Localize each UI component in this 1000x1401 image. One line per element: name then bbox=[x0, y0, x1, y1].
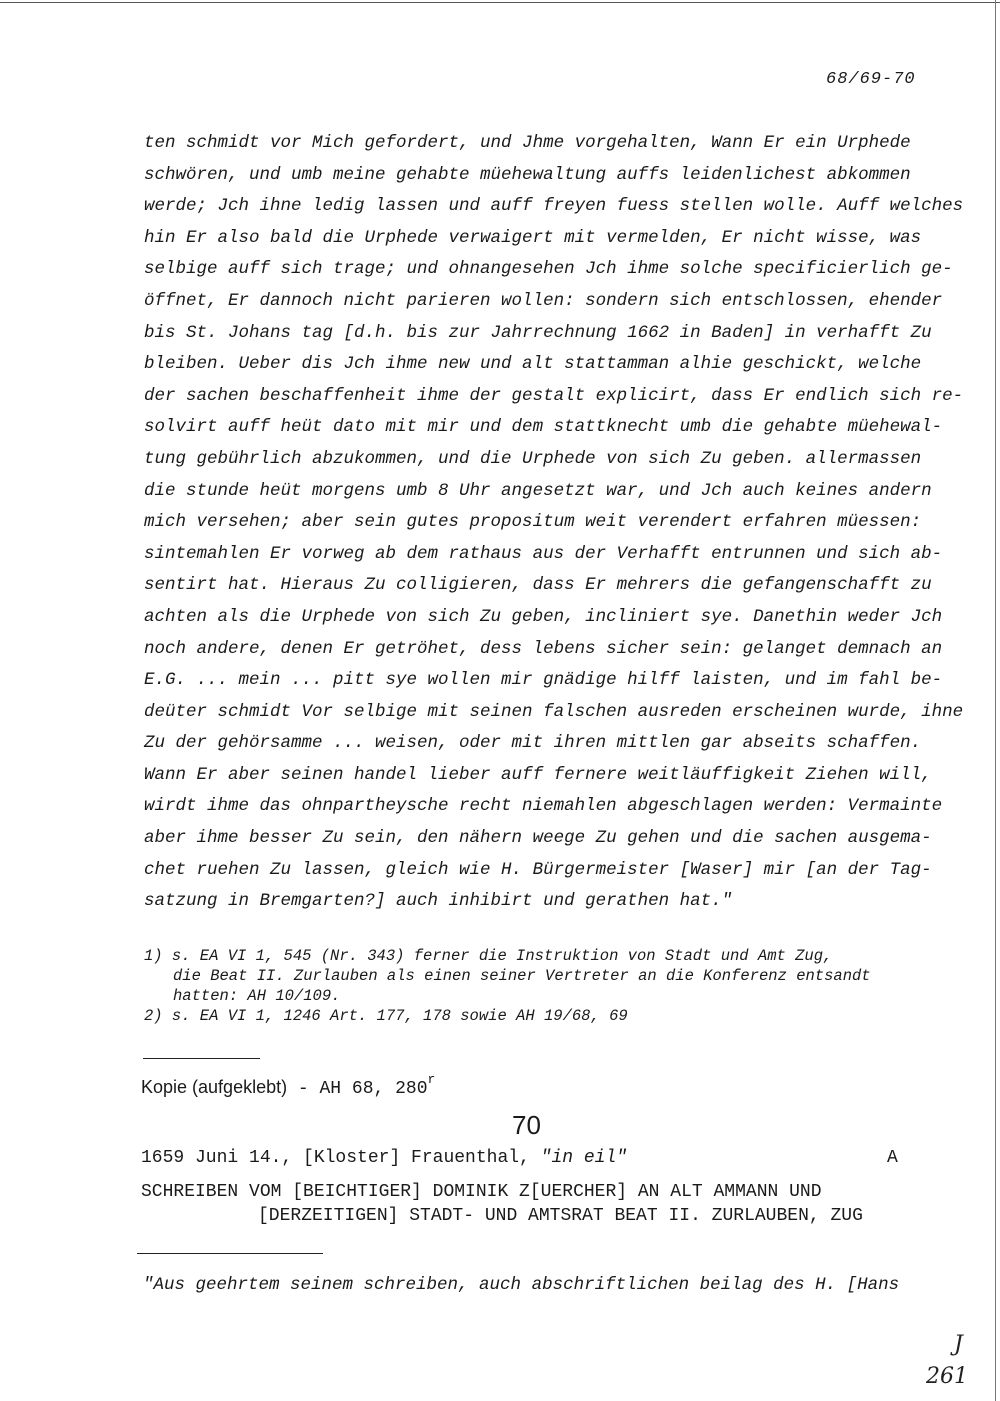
body-line: chet ruehen Zu lassen, gleich wie H. Bürgermeister [Waser] mir [an der Tag- bbox=[144, 859, 932, 880]
footnote-1-line-2: die Beat II. Zurlauben als einen seiner Vertreter an die Konferenz entsandt bbox=[173, 967, 871, 985]
footnote-1-line-1: 1) s. EA VI 1, 545 (Nr. 343) ferner die Instruktion von Stadt und Amt Zug, bbox=[144, 947, 833, 965]
source-label: Kopie (aufgeklebt) bbox=[141, 1077, 288, 1097]
body-line: deüter schmidt Vor selbige mit seinen falschen ausreden erscheinen wurde, ihne bbox=[144, 701, 964, 722]
footnotes bbox=[144, 946, 944, 1026]
body-line: bis St. Johans tag [d.h. bis zur Jahrrechnung 1662 in Baden] in verhafft Zu bbox=[144, 322, 932, 343]
body-line: öffnet, Er dannoch nicht parieren wollen: sondern sich entschlossen, ehender bbox=[144, 290, 943, 311]
archive-handwritten-mark bbox=[918, 1325, 978, 1395]
heading-line-2: [DERZEITIGEN] STADT- UND AMTSRAT BEAT II. ZURLAUBEN, ZUG bbox=[258, 1206, 863, 1226]
footnote-1-line-3: hatten: AH 10/109. bbox=[173, 987, 341, 1005]
heading-line-1: SCHREIBEN VOM [BEICHTIGER] DOMINIK Z[UERCHER] AN ALT AMMANN UND bbox=[141, 1182, 822, 1202]
source-folio-side: r bbox=[427, 1072, 436, 1087]
body-line: tung gebührlich abzukommen, und die Urphede von sich Zu geben. allermassen bbox=[144, 448, 922, 469]
body-line: schwören, und umb meine gehabte müehewaltung auffs leidenlichest abkommen bbox=[144, 164, 911, 185]
date-place: 1659 Juni 14., [Kloster] Frauenthal, bbox=[141, 1148, 541, 1168]
source-note bbox=[141, 1072, 435, 1099]
body-line: sintemahlen Er vorweg ab dem rathaus aus der Verhafft entrunnen und sich ab- bbox=[144, 543, 943, 564]
body-line: hin Er also bald die Urphede verwaigert mit vermelden, Er nicht wisse, was bbox=[144, 227, 922, 248]
source-reference: AH 68, 280 bbox=[319, 1079, 428, 1099]
dateline bbox=[141, 1148, 911, 1168]
body-line: sentirt hat. Hieraus Zu colligieren, dass Er mehrers die gefangenschafft zu bbox=[144, 575, 932, 596]
body-line: ten schmidt vor Mich gefordert, und Jhme vorgehalten, Wann Er ein Urphede bbox=[144, 133, 911, 153]
body-line: E.G. ... mein ... pitt sye wollen mir gnädige hilff laisten, und im fahl be- bbox=[144, 670, 943, 691]
footnote-2: 2) s. EA VI 1, 1246 Art. 177, 178 sowie AH 19/68, 69 bbox=[144, 1007, 628, 1025]
body-line: Zu der gehörsamme ... weisen, oder mit ihren mittlen gar abseits schaffen. bbox=[144, 733, 922, 754]
scan-border-right bbox=[995, 0, 996, 1401]
heading-divider bbox=[137, 1253, 323, 1254]
body-line: mich versehen; aber sein gutes propositum weit verendert erfahren müessen: bbox=[144, 512, 922, 533]
body-line: Wann Er aber seinen handel lieber auff fernere weitläuffigkeit Ziehen will, bbox=[144, 764, 932, 785]
body-line: bleiben. Ueber dis Jch ihme new und alt stattamman alhie geschickt, welche bbox=[144, 354, 922, 375]
letter-body bbox=[144, 128, 964, 918]
document-type-letter: A bbox=[887, 1148, 898, 1168]
body-line: satzung in Bremgarten?] auch inhibirt und gerathen hat." bbox=[144, 891, 733, 912]
body-line: selbige auff sich trage; und ohnangesehen Jch ihme solche specificierlich ge- bbox=[144, 259, 953, 280]
body-line: achten als die Urphede von sich Zu geben, incliniert sye. Danethin weder Jch bbox=[144, 606, 943, 627]
body-line: aber ihme besser Zu sein, den nähern weege Zu gehen und die sachen ausgema- bbox=[144, 828, 932, 849]
section-divider bbox=[143, 1058, 260, 1059]
body-line: solvirt auff heüt dato mit mir und dem stattknecht umb die gehabte müehewal- bbox=[144, 417, 943, 438]
page-reference: 68/69-70 bbox=[826, 70, 916, 89]
document-number: 70 bbox=[512, 1110, 541, 1140]
source-dash: - bbox=[287, 1079, 320, 1099]
dateline-note: "in eil" bbox=[540, 1148, 628, 1168]
archive-mark-number: 261 bbox=[926, 1364, 968, 1389]
body-line: wirdt ihme das ohnpartheysche recht niemahlen abgeschlagen werden: Vermainte bbox=[144, 796, 943, 817]
body-line: der sachen beschaffenheit ihme der gestalt explicirt, dass Er endlich sich re- bbox=[144, 385, 964, 406]
body-line: die stunde heüt morgens umb 8 Uhr angesetzt war, und Jch auch keines andern bbox=[144, 480, 932, 501]
body-line: werde; Jch ihne ledig lassen und auff freyen fuess stellen wolle. Auff welches bbox=[144, 196, 964, 217]
body-line: noch andere, denen Er getröhet, dess lebens sicher sein: gelanget demnach an bbox=[144, 638, 943, 659]
document-heading bbox=[141, 1180, 863, 1228]
archive-mark-top: J bbox=[954, 1332, 963, 1357]
scan-border-top bbox=[0, 2, 1000, 3]
letter-incipit: "Aus geehrtem seinem schreiben, auch abschriftlichen beilag des H. [Hans bbox=[143, 1275, 900, 1295]
